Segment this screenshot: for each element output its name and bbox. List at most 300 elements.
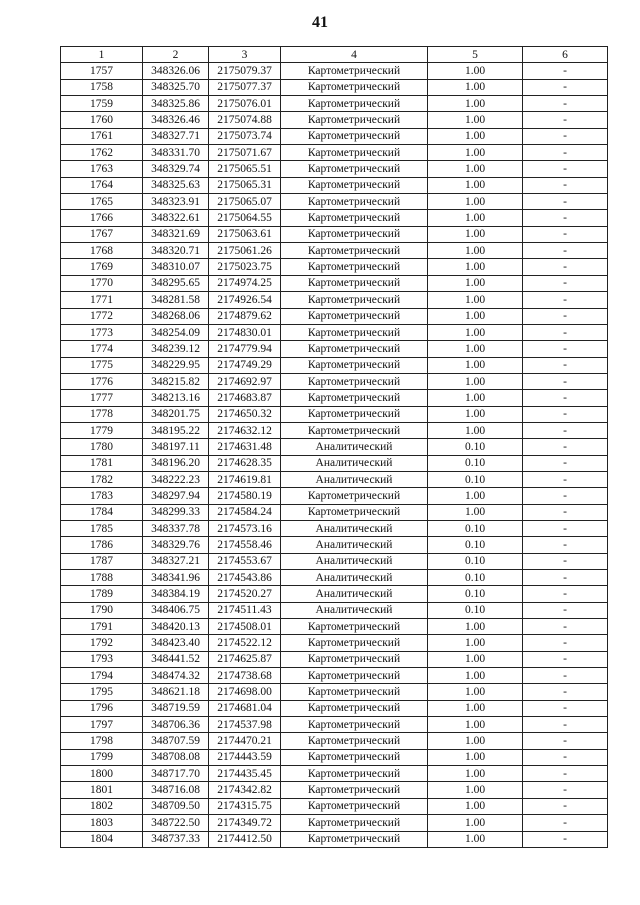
x-coordinate-cell: 348229.95 bbox=[143, 357, 209, 373]
x-coordinate-cell: 348322.61 bbox=[143, 210, 209, 226]
accuracy-cell: 0.10 bbox=[428, 586, 523, 602]
y-coordinate-cell: 2174315.75 bbox=[209, 798, 281, 814]
y-coordinate-cell: 2174543.86 bbox=[209, 570, 281, 586]
accuracy-cell: 1.00 bbox=[428, 308, 523, 324]
accuracy-cell: 1.00 bbox=[428, 733, 523, 749]
y-coordinate-cell: 2175079.37 bbox=[209, 63, 281, 79]
point-number-cell: 1803 bbox=[61, 815, 143, 831]
accuracy-cell: 1.00 bbox=[428, 96, 523, 112]
note-cell: - bbox=[523, 602, 608, 618]
table-row bbox=[61, 717, 608, 733]
y-coordinate-cell: 2174692.97 bbox=[209, 373, 281, 389]
method-cell: Картометрический bbox=[281, 782, 428, 798]
note-cell: - bbox=[523, 161, 608, 177]
y-coordinate-cell: 2175023.75 bbox=[209, 259, 281, 275]
accuracy-cell: 1.00 bbox=[428, 390, 523, 406]
y-coordinate-cell: 2174558.46 bbox=[209, 537, 281, 553]
y-coordinate-cell: 2174628.35 bbox=[209, 455, 281, 471]
y-coordinate-cell: 2174349.72 bbox=[209, 815, 281, 831]
point-number-cell: 1776 bbox=[61, 373, 143, 389]
y-coordinate-cell: 2174974.25 bbox=[209, 275, 281, 291]
table-row bbox=[61, 455, 608, 471]
method-cell: Картометрический bbox=[281, 651, 428, 667]
x-coordinate-cell: 348707.59 bbox=[143, 733, 209, 749]
method-cell: Картометрический bbox=[281, 128, 428, 144]
point-number-cell: 1801 bbox=[61, 782, 143, 798]
y-coordinate-cell: 2174698.00 bbox=[209, 684, 281, 700]
x-coordinate-cell: 348326.46 bbox=[143, 112, 209, 128]
x-coordinate-cell: 348719.59 bbox=[143, 700, 209, 716]
y-coordinate-cell: 2174520.27 bbox=[209, 586, 281, 602]
point-number-cell: 1769 bbox=[61, 259, 143, 275]
note-cell: - bbox=[523, 112, 608, 128]
table-row bbox=[61, 504, 608, 520]
accuracy-cell: 0.10 bbox=[428, 471, 523, 487]
method-cell: Картометрический bbox=[281, 259, 428, 275]
x-coordinate-cell: 348297.94 bbox=[143, 488, 209, 504]
accuracy-cell: 0.10 bbox=[428, 570, 523, 586]
x-coordinate-cell: 348320.71 bbox=[143, 243, 209, 259]
y-coordinate-cell: 2174879.62 bbox=[209, 308, 281, 324]
table-row bbox=[61, 602, 608, 618]
accuracy-cell: 1.00 bbox=[428, 700, 523, 716]
table-row bbox=[61, 749, 608, 765]
method-cell: Картометрический bbox=[281, 145, 428, 161]
header-cell-1: 1 bbox=[61, 47, 143, 63]
x-coordinate-cell: 348268.06 bbox=[143, 308, 209, 324]
y-coordinate-cell: 2175073.74 bbox=[209, 128, 281, 144]
x-coordinate-cell: 348327.21 bbox=[143, 553, 209, 569]
coordinates-table bbox=[60, 46, 608, 848]
point-number-cell: 1798 bbox=[61, 733, 143, 749]
point-number-cell: 1797 bbox=[61, 717, 143, 733]
point-number-cell: 1793 bbox=[61, 651, 143, 667]
accuracy-cell: 1.00 bbox=[428, 275, 523, 291]
note-cell: - bbox=[523, 700, 608, 716]
y-coordinate-cell: 2174511.43 bbox=[209, 602, 281, 618]
accuracy-cell: 1.00 bbox=[428, 292, 523, 308]
method-cell: Аналитический bbox=[281, 537, 428, 553]
table-row bbox=[61, 259, 608, 275]
x-coordinate-cell: 348423.40 bbox=[143, 635, 209, 651]
point-number-cell: 1784 bbox=[61, 504, 143, 520]
point-number-cell: 1786 bbox=[61, 537, 143, 553]
accuracy-cell: 1.00 bbox=[428, 406, 523, 422]
point-number-cell: 1760 bbox=[61, 112, 143, 128]
table-row bbox=[61, 766, 608, 782]
method-cell: Картометрический bbox=[281, 684, 428, 700]
note-cell: - bbox=[523, 373, 608, 389]
note-cell: - bbox=[523, 717, 608, 733]
point-number-cell: 1780 bbox=[61, 439, 143, 455]
point-number-cell: 1804 bbox=[61, 831, 143, 847]
note-cell: - bbox=[523, 406, 608, 422]
table-row bbox=[61, 553, 608, 569]
x-coordinate-cell: 348310.07 bbox=[143, 259, 209, 275]
y-coordinate-cell: 2174443.59 bbox=[209, 749, 281, 765]
x-coordinate-cell: 348384.19 bbox=[143, 586, 209, 602]
y-coordinate-cell: 2175063.61 bbox=[209, 226, 281, 242]
y-coordinate-cell: 2174537.98 bbox=[209, 717, 281, 733]
x-coordinate-cell: 348706.36 bbox=[143, 717, 209, 733]
method-cell: Картометрический bbox=[281, 308, 428, 324]
point-number-cell: 1789 bbox=[61, 586, 143, 602]
method-cell: Картометрический bbox=[281, 357, 428, 373]
point-number-cell: 1771 bbox=[61, 292, 143, 308]
y-coordinate-cell: 2174435.45 bbox=[209, 766, 281, 782]
note-cell: - bbox=[523, 733, 608, 749]
y-coordinate-cell: 2174926.54 bbox=[209, 292, 281, 308]
note-cell: - bbox=[523, 243, 608, 259]
method-cell: Аналитический bbox=[281, 553, 428, 569]
x-coordinate-cell: 348196.20 bbox=[143, 455, 209, 471]
note-cell: - bbox=[523, 308, 608, 324]
note-cell: - bbox=[523, 341, 608, 357]
y-coordinate-cell: 2175061.26 bbox=[209, 243, 281, 259]
accuracy-cell: 1.00 bbox=[428, 717, 523, 733]
table-row bbox=[61, 243, 608, 259]
point-number-cell: 1795 bbox=[61, 684, 143, 700]
y-coordinate-cell: 2174830.01 bbox=[209, 324, 281, 340]
accuracy-cell: 1.00 bbox=[428, 79, 523, 95]
note-cell: - bbox=[523, 422, 608, 438]
method-cell: Картометрический bbox=[281, 504, 428, 520]
point-number-cell: 1774 bbox=[61, 341, 143, 357]
point-number-cell: 1764 bbox=[61, 177, 143, 193]
y-coordinate-cell: 2174508.01 bbox=[209, 619, 281, 635]
table-row bbox=[61, 373, 608, 389]
table-row bbox=[61, 79, 608, 95]
method-cell: Картометрический bbox=[281, 112, 428, 128]
y-coordinate-cell: 2174342.82 bbox=[209, 782, 281, 798]
accuracy-cell: 1.00 bbox=[428, 210, 523, 226]
table-row bbox=[61, 96, 608, 112]
accuracy-cell: 1.00 bbox=[428, 422, 523, 438]
note-cell: - bbox=[523, 749, 608, 765]
header-cell-4: 4 bbox=[281, 47, 428, 63]
point-number-cell: 1773 bbox=[61, 324, 143, 340]
point-number-cell: 1792 bbox=[61, 635, 143, 651]
x-coordinate-cell: 348325.86 bbox=[143, 96, 209, 112]
table-row bbox=[61, 194, 608, 210]
note-cell: - bbox=[523, 226, 608, 242]
point-number-cell: 1767 bbox=[61, 226, 143, 242]
note-cell: - bbox=[523, 831, 608, 847]
table-row bbox=[61, 226, 608, 242]
accuracy-cell: 1.00 bbox=[428, 63, 523, 79]
point-number-cell: 1772 bbox=[61, 308, 143, 324]
y-coordinate-cell: 2175065.07 bbox=[209, 194, 281, 210]
method-cell: Аналитический bbox=[281, 586, 428, 602]
accuracy-cell: 0.10 bbox=[428, 553, 523, 569]
y-coordinate-cell: 2175065.31 bbox=[209, 177, 281, 193]
note-cell: - bbox=[523, 570, 608, 586]
point-number-cell: 1781 bbox=[61, 455, 143, 471]
accuracy-cell: 1.00 bbox=[428, 798, 523, 814]
note-cell: - bbox=[523, 668, 608, 684]
note-cell: - bbox=[523, 96, 608, 112]
x-coordinate-cell: 348331.70 bbox=[143, 145, 209, 161]
table-row bbox=[61, 390, 608, 406]
method-cell: Картометрический bbox=[281, 210, 428, 226]
x-coordinate-cell: 348329.76 bbox=[143, 537, 209, 553]
method-cell: Картометрический bbox=[281, 406, 428, 422]
table-row bbox=[61, 700, 608, 716]
accuracy-cell: 0.10 bbox=[428, 455, 523, 471]
accuracy-cell: 1.00 bbox=[428, 226, 523, 242]
x-coordinate-cell: 348337.78 bbox=[143, 520, 209, 536]
method-cell: Картометрический bbox=[281, 700, 428, 716]
y-coordinate-cell: 2174632.12 bbox=[209, 422, 281, 438]
accuracy-cell: 1.00 bbox=[428, 112, 523, 128]
x-coordinate-cell: 348722.50 bbox=[143, 815, 209, 831]
accuracy-cell: 1.00 bbox=[428, 504, 523, 520]
method-cell: Картометрический bbox=[281, 733, 428, 749]
y-coordinate-cell: 2174553.67 bbox=[209, 553, 281, 569]
point-number-cell: 1758 bbox=[61, 79, 143, 95]
method-cell: Аналитический bbox=[281, 439, 428, 455]
note-cell: - bbox=[523, 798, 608, 814]
y-coordinate-cell: 2174580.19 bbox=[209, 488, 281, 504]
table-row bbox=[61, 275, 608, 291]
accuracy-cell: 1.00 bbox=[428, 341, 523, 357]
accuracy-cell: 1.00 bbox=[428, 619, 523, 635]
note-cell: - bbox=[523, 324, 608, 340]
method-cell: Картометрический bbox=[281, 831, 428, 847]
point-number-cell: 1788 bbox=[61, 570, 143, 586]
x-coordinate-cell: 348406.75 bbox=[143, 602, 209, 618]
method-cell: Картометрический bbox=[281, 766, 428, 782]
point-number-cell: 1800 bbox=[61, 766, 143, 782]
table-row bbox=[61, 733, 608, 749]
accuracy-cell: 1.00 bbox=[428, 766, 523, 782]
table-row bbox=[61, 537, 608, 553]
x-coordinate-cell: 348239.12 bbox=[143, 341, 209, 357]
method-cell: Картометрический bbox=[281, 79, 428, 95]
note-cell: - bbox=[523, 439, 608, 455]
table-row bbox=[61, 308, 608, 324]
y-coordinate-cell: 2175074.88 bbox=[209, 112, 281, 128]
x-coordinate-cell: 348441.52 bbox=[143, 651, 209, 667]
point-number-cell: 1770 bbox=[61, 275, 143, 291]
table-row bbox=[61, 357, 608, 373]
table-row bbox=[61, 586, 608, 602]
accuracy-cell: 0.10 bbox=[428, 537, 523, 553]
note-cell: - bbox=[523, 63, 608, 79]
x-coordinate-cell: 348621.18 bbox=[143, 684, 209, 700]
x-coordinate-cell: 348325.63 bbox=[143, 177, 209, 193]
method-cell: Картометрический bbox=[281, 798, 428, 814]
note-cell: - bbox=[523, 357, 608, 373]
x-coordinate-cell: 348474.32 bbox=[143, 668, 209, 684]
table-row bbox=[61, 341, 608, 357]
y-coordinate-cell: 2175064.55 bbox=[209, 210, 281, 226]
point-number-cell: 1782 bbox=[61, 471, 143, 487]
table-row bbox=[61, 782, 608, 798]
y-coordinate-cell: 2175076.01 bbox=[209, 96, 281, 112]
note-cell: - bbox=[523, 684, 608, 700]
note-cell: - bbox=[523, 635, 608, 651]
accuracy-cell: 1.00 bbox=[428, 815, 523, 831]
accuracy-cell: 1.00 bbox=[428, 651, 523, 667]
point-number-cell: 1783 bbox=[61, 488, 143, 504]
header-cell-6: 6 bbox=[523, 47, 608, 63]
method-cell: Картометрический bbox=[281, 226, 428, 242]
y-coordinate-cell: 2174619.81 bbox=[209, 471, 281, 487]
accuracy-cell: 1.00 bbox=[428, 684, 523, 700]
table-row bbox=[61, 161, 608, 177]
note-cell: - bbox=[523, 259, 608, 275]
point-number-cell: 1799 bbox=[61, 749, 143, 765]
point-number-cell: 1775 bbox=[61, 357, 143, 373]
y-coordinate-cell: 2174683.87 bbox=[209, 390, 281, 406]
table-row bbox=[61, 668, 608, 684]
note-cell: - bbox=[523, 390, 608, 406]
accuracy-cell: 1.00 bbox=[428, 259, 523, 275]
accuracy-cell: 0.10 bbox=[428, 439, 523, 455]
note-cell: - bbox=[523, 79, 608, 95]
x-coordinate-cell: 348195.22 bbox=[143, 422, 209, 438]
y-coordinate-cell: 2174650.32 bbox=[209, 406, 281, 422]
accuracy-cell: 1.00 bbox=[428, 831, 523, 847]
note-cell: - bbox=[523, 488, 608, 504]
method-cell: Картометрический bbox=[281, 488, 428, 504]
method-cell: Картометрический bbox=[281, 275, 428, 291]
accuracy-cell: 1.00 bbox=[428, 749, 523, 765]
y-coordinate-cell: 2175065.51 bbox=[209, 161, 281, 177]
method-cell: Картометрический bbox=[281, 341, 428, 357]
page-number: 41 bbox=[312, 14, 328, 31]
x-coordinate-cell: 348708.08 bbox=[143, 749, 209, 765]
x-coordinate-cell: 348326.06 bbox=[143, 63, 209, 79]
x-coordinate-cell: 348716.08 bbox=[143, 782, 209, 798]
header-cell-5: 5 bbox=[428, 47, 523, 63]
table-row bbox=[61, 145, 608, 161]
table-row bbox=[61, 831, 608, 847]
method-cell: Аналитический bbox=[281, 570, 428, 586]
note-cell: - bbox=[523, 520, 608, 536]
accuracy-cell: 1.00 bbox=[428, 161, 523, 177]
table-row bbox=[61, 798, 608, 814]
y-coordinate-cell: 2174681.04 bbox=[209, 700, 281, 716]
point-number-cell: 1787 bbox=[61, 553, 143, 569]
y-coordinate-cell: 2174412.50 bbox=[209, 831, 281, 847]
x-coordinate-cell: 348201.75 bbox=[143, 406, 209, 422]
header-cell-3: 3 bbox=[209, 47, 281, 63]
table-row bbox=[61, 471, 608, 487]
point-number-cell: 1761 bbox=[61, 128, 143, 144]
accuracy-cell: 1.00 bbox=[428, 243, 523, 259]
method-cell: Картометрический bbox=[281, 619, 428, 635]
point-number-cell: 1791 bbox=[61, 619, 143, 635]
accuracy-cell: 1.00 bbox=[428, 357, 523, 373]
x-coordinate-cell: 348420.13 bbox=[143, 619, 209, 635]
point-number-cell: 1785 bbox=[61, 520, 143, 536]
accuracy-cell: 1.00 bbox=[428, 488, 523, 504]
table-row bbox=[61, 488, 608, 504]
method-cell: Картометрический bbox=[281, 749, 428, 765]
method-cell: Картометрический bbox=[281, 815, 428, 831]
table-row bbox=[61, 520, 608, 536]
note-cell: - bbox=[523, 275, 608, 291]
point-number-cell: 1802 bbox=[61, 798, 143, 814]
table-row bbox=[61, 324, 608, 340]
y-coordinate-cell: 2175077.37 bbox=[209, 79, 281, 95]
note-cell: - bbox=[523, 292, 608, 308]
accuracy-cell: 1.00 bbox=[428, 177, 523, 193]
table-row bbox=[61, 570, 608, 586]
accuracy-cell: 1.00 bbox=[428, 145, 523, 161]
point-number-cell: 1759 bbox=[61, 96, 143, 112]
table-row bbox=[61, 619, 608, 635]
note-cell: - bbox=[523, 471, 608, 487]
method-cell: Картометрический bbox=[281, 717, 428, 733]
table-row bbox=[61, 635, 608, 651]
accuracy-cell: 1.00 bbox=[428, 635, 523, 651]
table-row bbox=[61, 439, 608, 455]
method-cell: Аналитический bbox=[281, 471, 428, 487]
note-cell: - bbox=[523, 128, 608, 144]
note-cell: - bbox=[523, 504, 608, 520]
note-cell: - bbox=[523, 177, 608, 193]
point-number-cell: 1766 bbox=[61, 210, 143, 226]
x-coordinate-cell: 348325.70 bbox=[143, 79, 209, 95]
point-number-cell: 1763 bbox=[61, 161, 143, 177]
accuracy-cell: 0.10 bbox=[428, 602, 523, 618]
x-coordinate-cell: 348341.96 bbox=[143, 570, 209, 586]
method-cell: Аналитический bbox=[281, 602, 428, 618]
method-cell: Аналитический bbox=[281, 520, 428, 536]
note-cell: - bbox=[523, 815, 608, 831]
note-cell: - bbox=[523, 553, 608, 569]
y-coordinate-cell: 2174584.24 bbox=[209, 504, 281, 520]
x-coordinate-cell: 348213.16 bbox=[143, 390, 209, 406]
method-cell: Картометрический bbox=[281, 668, 428, 684]
accuracy-cell: 1.00 bbox=[428, 194, 523, 210]
accuracy-cell: 0.10 bbox=[428, 520, 523, 536]
method-cell: Картометрический bbox=[281, 635, 428, 651]
table-header-row bbox=[61, 47, 608, 63]
point-number-cell: 1765 bbox=[61, 194, 143, 210]
method-cell: Картометрический bbox=[281, 63, 428, 79]
note-cell: - bbox=[523, 537, 608, 553]
method-cell: Картометрический bbox=[281, 422, 428, 438]
method-cell: Картометрический bbox=[281, 194, 428, 210]
table-row bbox=[61, 406, 608, 422]
table-row bbox=[61, 128, 608, 144]
x-coordinate-cell: 348737.33 bbox=[143, 831, 209, 847]
accuracy-cell: 1.00 bbox=[428, 373, 523, 389]
table-row bbox=[61, 684, 608, 700]
x-coordinate-cell: 348222.23 bbox=[143, 471, 209, 487]
point-number-cell: 1794 bbox=[61, 668, 143, 684]
x-coordinate-cell: 348327.71 bbox=[143, 128, 209, 144]
y-coordinate-cell: 2174738.68 bbox=[209, 668, 281, 684]
point-number-cell: 1796 bbox=[61, 700, 143, 716]
x-coordinate-cell: 348295.65 bbox=[143, 275, 209, 291]
point-number-cell: 1757 bbox=[61, 63, 143, 79]
y-coordinate-cell: 2174522.12 bbox=[209, 635, 281, 651]
y-coordinate-cell: 2175071.67 bbox=[209, 145, 281, 161]
method-cell: Картометрический bbox=[281, 243, 428, 259]
header-cell-2: 2 bbox=[143, 47, 209, 63]
note-cell: - bbox=[523, 619, 608, 635]
table-row bbox=[61, 422, 608, 438]
table-body bbox=[61, 63, 608, 848]
x-coordinate-cell: 348215.82 bbox=[143, 373, 209, 389]
x-coordinate-cell: 348254.09 bbox=[143, 324, 209, 340]
y-coordinate-cell: 2174749.29 bbox=[209, 357, 281, 373]
